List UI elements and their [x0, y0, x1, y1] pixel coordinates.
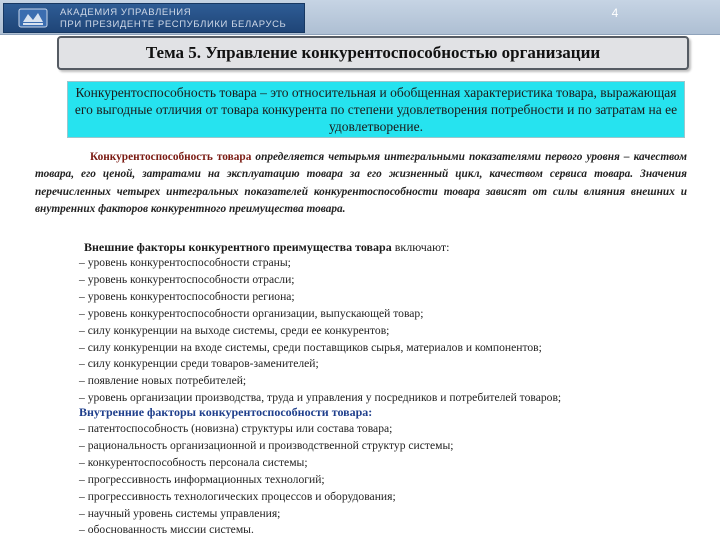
slide-title: Тема 5. Управление конкурентоспособностью организации — [57, 36, 689, 70]
list-item: – силу конкуренции на входе системы, среди поставщиков сырья, материалов и компонентов; — [79, 340, 542, 354]
list-item: – силу конкуренции на выходе системы, среди ее конкурентов; — [79, 323, 390, 337]
external-heading-bold: Внешние факторы конкурентного преимущества товара — [84, 240, 392, 254]
external-factors-list — [79, 255, 699, 407]
page-number: 4 — [611, 6, 619, 20]
external-heading-rest: включают: — [391, 240, 450, 254]
logo-text-line2: ПРИ ПРЕЗИДЕНТЕ РЕСПУБЛИКИ БЕЛАРУСЬ — [60, 19, 287, 30]
internal-factors-heading: Внутренние факторы конкурентоспособности товара: — [79, 405, 373, 419]
intro-paragraph — [35, 149, 687, 219]
header-bar — [0, 0, 720, 35]
paragraph-lead: Конкурентоспособность товара — [90, 151, 252, 163]
list-item: – уровень конкурентоспособности организации, выпускающей товар; — [79, 306, 424, 320]
definition-box: Конкурентоспособность товара – это относительная и обобщенная характеристика товара, выражающая его выгодные отличия от товара конкурента по степени удовлетворения потребности и по затратам на ее удовлетворение. — [67, 81, 685, 138]
list-item: – прогрессивность информационных технологий; — [79, 472, 325, 486]
list-item: – прогрессивность технологических процессов и оборудования; — [79, 489, 396, 503]
list-item: – уровень конкурентоспособности региона; — [79, 289, 295, 303]
logo-text-line1: АКАДЕМИЯ УПРАВЛЕНИЯ — [60, 7, 192, 18]
paragraph-body: определяется четырьмя интегральными показателями первого уровня – качеством товара, его ценой, затратами на эксплуатацию товара за его жизненный цикл, качеством сервиса товара. Значения перечисленных четырех интегральных показателей конкурентоспособности товара зависят от силы влияния внешних и внутренних факторов конкурентного преимущества товара. — [35, 151, 687, 216]
list-item: – научный уровень системы управления; — [79, 506, 281, 520]
list-item: – патентоспособность (новизна) структуры или состава товара; — [79, 422, 393, 435]
list-item: – уровень конкурентоспособности отрасли; — [79, 272, 295, 286]
internal-factors-list — [79, 421, 699, 539]
list-item: – уровень конкурентоспособности страны; — [79, 256, 291, 269]
list-item: – уровень организации производства, труда и управления у посредников и потребителей товаров; — [79, 391, 562, 405]
list-item: – рациональность организационной и производственной структур системы; — [79, 438, 454, 452]
list-item: – конкурентоспособность персонала системы; — [79, 455, 308, 469]
academy-logo — [3, 3, 305, 33]
list-item: – обоснованность миссии системы. — [79, 523, 254, 537]
academy-emblem-icon — [18, 8, 48, 28]
list-item: – появление новых потребителей; — [79, 374, 247, 388]
external-factors-heading — [84, 239, 449, 255]
list-item: – силу конкуренции среди товаров-заменителей; — [79, 357, 319, 371]
